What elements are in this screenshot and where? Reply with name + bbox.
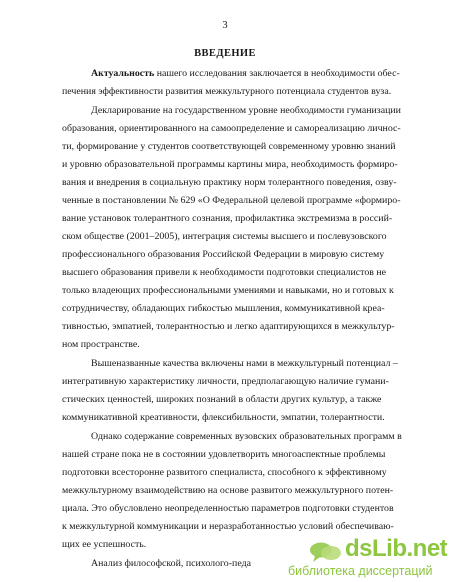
paragraph-line: тивностью, эмпатией, толерантностью и легко адаптирующихся в межкультур-	[62, 321, 395, 332]
paragraph-line: стических ценностей, широких познаний в области других культур, а также	[62, 394, 382, 405]
paragraph-line: ном пространстве.	[62, 339, 140, 350]
paragraph-line: щих ее успешность.	[62, 539, 147, 550]
bold-term: Актуальность	[91, 68, 155, 79]
watermark-subtitle: библиотека диссертаций	[288, 564, 433, 578]
paragraph-line: интегративную характеристику личности, предполагающую наличие гумани-	[62, 376, 389, 387]
page-number: 3	[222, 20, 228, 31]
paragraph-line: Декларирование на государственном уровне необходимости гуманизации	[91, 105, 401, 116]
paragraph-line: профессионального образования Российской Федерации в мировую систему	[62, 249, 385, 260]
paragraph-line: циала. Это обусловлено неопределенностью параметров подготовки студентов	[62, 503, 394, 514]
watermark-logo: dsLib.net	[345, 535, 448, 562]
watermark	[270, 535, 450, 582]
paragraph-line: вания и внедрения в социальную практику норм толерантного поведения, озву-	[62, 177, 397, 188]
paragraph-line: сотрудничеству, обладающих гибкостью мышления, коммуникативной креа-	[62, 303, 385, 314]
paragraph-line: коммуникативной креативности, флексибильности, эмпатии, толерантности.	[62, 412, 385, 423]
paragraph-line: нашей стране пока не в состоянии удовлетворить многоаспектные проблемы	[62, 449, 386, 460]
page-title: ВВЕДЕНИЕ	[194, 48, 256, 59]
paragraph-line: печения эффективности развития межкультурного потенциала студентов вуза.	[62, 86, 392, 97]
paragraph-line: межкультурному взаимодействию на основе развитого межкультурного потен-	[62, 485, 394, 496]
paragraph-line: к межкультурной коммуникации и неразработанностью условий обеспечиваю-	[62, 521, 394, 532]
paragraph-line: Актуальность нашего исследования заключается в необходимости обес-	[91, 68, 400, 79]
paragraph-line: вание установок толерантного сознания, профилактика экстремизма в россий-	[62, 213, 393, 224]
paragraph-line: высшего образования привели к необходимости подготовки специалистов не	[62, 267, 387, 278]
paragraph-line: Однако содержание современных вузовских образовательных программ в	[91, 431, 402, 442]
paragraph-line: Анализ философской, психолого-педа	[91, 558, 251, 569]
paragraph-line: ченные в постановлении № 629 «О Федеральной целевой программе «формиро-	[62, 195, 401, 206]
paragraph-line: Вышеназванные качества включены нами в межкультурный потенциал –	[91, 358, 398, 369]
speech-bubbles-icon	[307, 541, 343, 563]
paragraph-line: образования, ориентированного на самоопределение и самореализацию личнос-	[62, 123, 401, 134]
paragraph-line: только владеющих профессиональными умениями и навыками, но и готовых к	[62, 285, 394, 296]
paragraph-line: ском обществе (2001–2005), интеграция системы высшего и послевузовского	[62, 231, 387, 242]
paragraph-line: и уровню образовательной программы картины мира, необходимость формиро-	[62, 159, 398, 170]
paragraph-line: ти, формирование у студентов соответствующей современному уровню знаний	[62, 141, 396, 152]
paragraph-line: подготовки всесторонне развитого специалиста, способного к эффективному	[62, 467, 387, 478]
